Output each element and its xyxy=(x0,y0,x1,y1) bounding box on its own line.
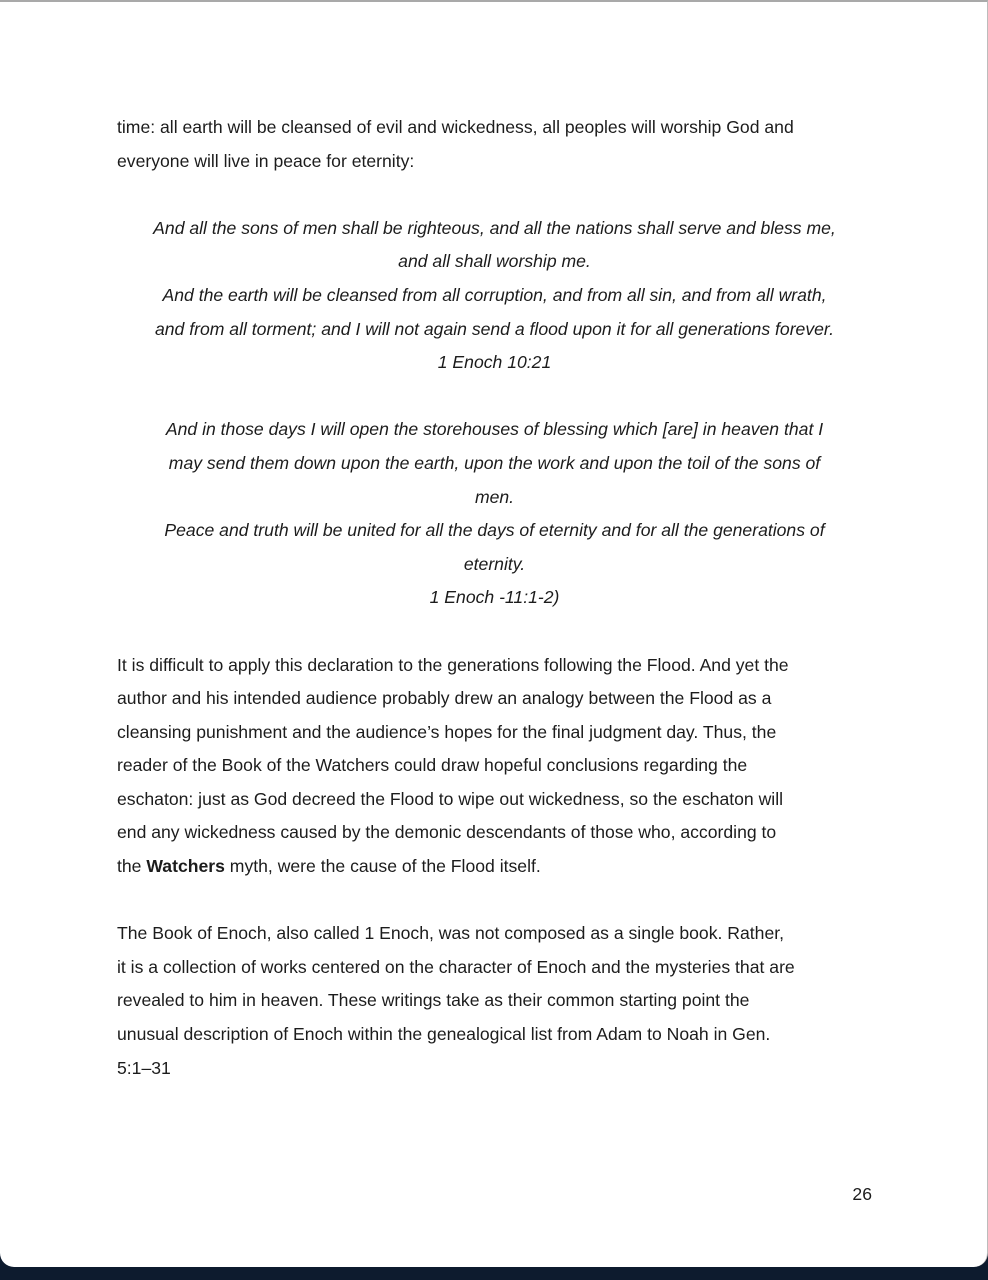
text-line: The Book of Enoch, also called 1 Enoch, was not composed as a single book. Rather, xyxy=(117,923,785,944)
text-line: may send them down upon the earth, upon the work and upon the toil of the sons of xyxy=(168,452,821,473)
text-line: and from all torment; and I will not again send a flood upon it for all generations forever. xyxy=(154,318,835,339)
page-content xyxy=(0,2,987,1212)
text-line: And all the sons of men shall be righteous, and all the nations shall serve and bless me, xyxy=(153,217,836,238)
plain-text: myth, were the cause of the Flood itself. xyxy=(224,856,541,877)
text-line: unusual description of Enoch within the genealogical list from Adam to Noah in Gen. xyxy=(117,1024,771,1045)
text-line: it is a collection of works centered on the character of Enoch and the mysteries that are xyxy=(117,956,795,977)
text-blocks xyxy=(117,111,872,1085)
text-line: cleansing punishment and the audience’s hopes for the final judgment day. Thus, the xyxy=(117,721,777,742)
body-paragraph xyxy=(117,917,872,1085)
text-line: eschaton: just as God decreed the Flood to wipe out wickedness, so the eschaton will xyxy=(117,788,784,809)
text-line: everyone will live in peace for eternity: xyxy=(117,150,415,171)
text-line: And in those days I will open the storehouses of blessing which [are] in heaven that I xyxy=(165,419,824,440)
text-line: and all shall worship me. xyxy=(398,251,591,272)
text-line: Peace and truth will be united for all the days of eternity and for all the generations of xyxy=(164,520,825,541)
text-line: time: all earth will be cleansed of evil and wickedness, all peoples will worship God and xyxy=(117,117,794,137)
text-line: eternity. xyxy=(463,553,526,574)
text-line: It is difficult to apply this declaration to the generations following the Flood. And yet the xyxy=(117,654,789,675)
page-number: 26 xyxy=(852,1184,872,1205)
text-line: men. xyxy=(474,486,515,507)
text-line: revealed to him in heaven. These writings take as their common starting point the xyxy=(117,990,750,1011)
text-line: 5:1–31 xyxy=(117,1057,171,1078)
block-quote xyxy=(117,413,872,615)
plain-text: the xyxy=(117,856,147,877)
body-paragraph xyxy=(117,111,872,178)
body-paragraph xyxy=(117,649,872,884)
block-quote xyxy=(117,212,872,380)
text-line: 1 Enoch -11:1-2) xyxy=(429,587,560,608)
text-line xyxy=(117,850,872,884)
text-line: author and his intended audience probably drew an analogy between the Flood as a xyxy=(117,688,772,709)
text-line: reader of the Book of the Watchers could draw hopeful conclusions regarding the xyxy=(117,755,748,776)
text-line: 1 Enoch 10:21 xyxy=(437,352,552,373)
text-line: end any wickedness caused by the demonic descendants of those who, according to xyxy=(117,822,777,843)
bold-text: Watchers xyxy=(146,856,225,877)
text-line: And the earth will be cleansed from all corruption, and from all sin, and from all wrath, xyxy=(162,284,827,305)
